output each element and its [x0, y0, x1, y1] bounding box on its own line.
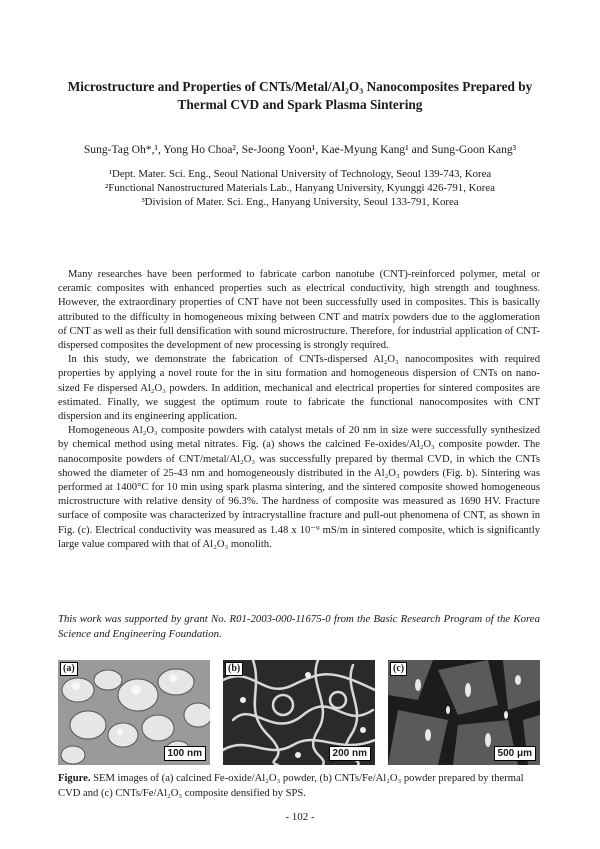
- paper-title-line-2: Thermal CVD and Spark Plasma Sintering: [177, 97, 423, 112]
- figure-caption-prefix: Figure.: [58, 773, 91, 784]
- body-paragraph-3: Homogeneous Al₂O₃ composite powders with catalyst metals of 20 nm in size were successfully synthesized by chemical method using metal nitrates. Fig. (a) shows the calcined Fe-oxides/Al₂O₃ composite powder. The nanocomposite powders of CNT/metal/Al₂O₃ was successfully prepared by thermal CVD, in which the CNTs showed the diameter of 25-43 nm and homogeneously distributed in the Al₂O₃ powders (Fig. b). Sintering was performed at 1400°C for 10 min using spark plasma sintering, and the sintered composite showed homogeneous microstructure with relative density of 96.3%. The hardness of composite was measured as 1690 HV. Fracture surface of composite was characterized by intracrystalline fracture and pull-out phenomena of CNT, as shown in Fig. (c). Electrical conductivity was measured as 1.48 x 10⁻⁹ mS/m in sintered composite, which is significantly large value compared with that of Al₂O₃ monolith.: [58, 425, 540, 550]
- sem-image-a: [58, 660, 210, 765]
- figure-caption: [58, 772, 548, 801]
- affiliation-3: ³Division of Mater. Sci. Eng., Hanyang University, Seoul 133-791, Korea: [141, 196, 459, 208]
- body-paragraph-1: Many researches have been performed to fabricate carbon nanotube (CNT)-reinforced polymer, metal or ceramic composites with enhanced properties such as electrical conductivity, high strength and toughness. However, the extraordinary properties of CNT have not been successfully used in composites. This is basically attributed to the difficulty in homogeneous mixing between CNT and matrix powders due to the agglomeration of CNT as well as their full densification with sound microstructure. Therefore, for industrial application of CNT-dispersed composites the development of new processing is strongly required.: [58, 269, 540, 352]
- figure-c-label: (c): [390, 662, 407, 676]
- paper-title-line-1: Microstructure and Properties of CNTs/Metal/Al₂O₃ Nanocomposites Prepared by: [67, 79, 533, 94]
- author-list: Sung-Tag Oh*,¹, Yong Ho Choa², Se-Joong Yoon¹, Kae-Myung Kang¹ and Sung-Goon Kang³: [83, 143, 517, 156]
- acknowledgement: This work was supported by grant No. R01-2003-000-11675-0 from the Basic Research Program of the Korea Science and Engineering Foundation.: [58, 613, 540, 640]
- figure-a-label: (a): [60, 662, 78, 676]
- abstract-body: [58, 268, 540, 552]
- figure-c-scale-bar: 500 μm: [494, 746, 536, 761]
- affiliation-2: ²Functional Nanostructured Materials Lab., Hanyang University, Kyunggi 426-791, Korea: [105, 182, 495, 194]
- sem-image-c: [388, 660, 540, 765]
- paper-title: [40, 78, 560, 114]
- figure-a-scale-bar: 100 nm: [164, 746, 206, 761]
- affiliation-1: ¹Dept. Mater. Sci. Eng., Seoul National University of Technology, Seoul 139-743, Korea: [108, 168, 492, 180]
- sem-image-b: [223, 660, 375, 765]
- figure-b-label: (b): [225, 662, 243, 676]
- page-number: - 102 -: [285, 811, 315, 823]
- body-paragraph-2: In this study, we demonstrate the fabrication of CNTs-dispersed Al₂O₃ nanocomposites with required properties by applying a novel route for the in situ formation and homogeneous dispersion of CNTs on nano-sized Fe dispersed Al₂O₃ powders. In addition, mechanical and electrical properties for sintered composites are estimated. Finally, we suggest the optimum route to fabricate the functional nanocomposites with CNT dispersion and its engineering application.: [58, 354, 540, 423]
- figure-caption-text: SEM images of (a) calcined Fe-oxide/Al₂O₃ powder, (b) CNTs/Fe/Al₂O₃ powder prepared by thermal CVD and (c) CNTs/Fe/Al₂O₃ composite densified by SPS.: [58, 773, 524, 799]
- figure-b-scale-bar: 200 nm: [329, 746, 371, 761]
- affiliation-list: [40, 167, 560, 209]
